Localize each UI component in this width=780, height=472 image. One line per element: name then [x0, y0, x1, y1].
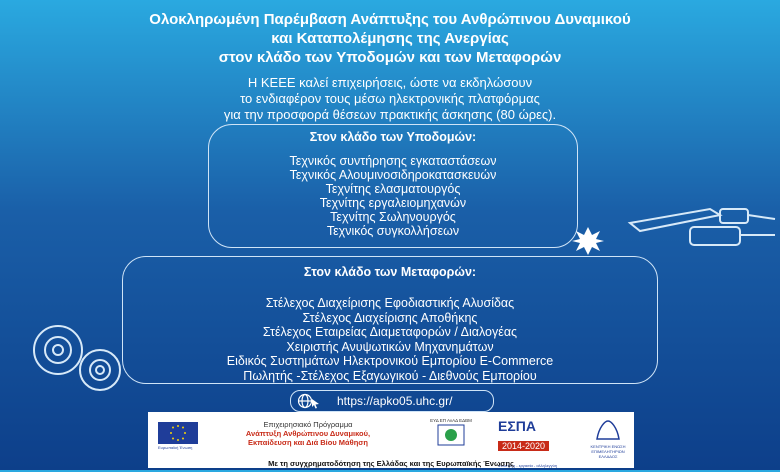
list-item: Τεχνικός συντήρησης εγκαταστάσεων	[289, 154, 497, 168]
tyres-icon	[30, 318, 125, 393]
eyd-emblem-icon	[436, 423, 466, 447]
url-text[interactable]: https://apko05.uhc.gr/	[337, 394, 453, 408]
url-link[interactable]	[290, 390, 494, 412]
intro-line: για την προσφορά θέσεων πρακτικής άσκησης (80 ώρες).	[223, 107, 557, 122]
welding-torch-icon	[570, 205, 780, 255]
eyd-label: ΕΥΔ ΕΠ ΑνΑΔ ΕΔΒΜ	[430, 418, 472, 423]
list-item: Στέλεχος Διαχείρισης Εφοδιαστικής Αλυσίδας	[265, 296, 515, 310]
intro-text	[0, 75, 780, 123]
intro-line: Η ΚΕΕΕ καλεί επιχειρήσεις, ώστε να εκδηλώσουν	[247, 75, 533, 90]
programme-line: Εκπαίδευση και Διά Βίου Μάθηση	[247, 438, 369, 447]
eu-flag-icon	[158, 422, 198, 444]
list-item: Τεχνίτης ελασματουργός	[325, 182, 461, 196]
intro-line: το ενδιαφέρον τους μέσω ηλεκτρονικής πλατφόρμας	[240, 91, 540, 106]
list-item: Τεχνικός συγκολλήσεων	[326, 224, 460, 238]
programme-logo	[208, 420, 408, 447]
kee-emblem-icon	[593, 417, 623, 443]
title-line: και Καταπολέμησης της Ανεργίας	[271, 30, 509, 47]
espa-years: 2014-2020	[498, 441, 549, 451]
espa-title: ΕΣΠΑ	[498, 418, 536, 434]
transport-list	[123, 296, 657, 383]
list-item: Πωλητής -Στέλεχος Εξαγωγικού - Διεθνούς Εμπορίου	[243, 368, 537, 383]
title-line: στον κλάδο των Υποδομών και των Μεταφορών	[218, 49, 562, 66]
list-item: Ειδικός Συστημάτων Ηλεκτρονικού Εμπορίου E-Commerce	[226, 354, 554, 368]
list-item: Χειριστής Ανυψωτικών Μηχανημάτων	[286, 339, 494, 354]
transport-box	[122, 256, 658, 384]
infrastructure-box	[208, 124, 578, 248]
sponsor-footer	[148, 412, 634, 468]
kee-label: ΚΕΝΤΡΙΚΗ ΕΝΩΣΗ ΕΠΙΜΕΛΗΤΗΡΙΩΝ ΕΛΛΑΔΟΣ	[590, 444, 626, 459]
list-item: Τεχνικός Αλουμινοσιδηροκατασκευών	[289, 168, 497, 182]
globe-icon	[297, 393, 321, 409]
list-item: Στέλεχος Διαχείρισης Αποθήκης	[302, 310, 478, 325]
title-line: Ολοκληρωμένη Παρέμβαση Ανάπτυξης του Ανθρώπινου Δυναμικού	[149, 11, 631, 28]
infrastructure-heading: Στον κλάδο των Υποδομών:	[309, 130, 477, 144]
eyd-logo	[416, 418, 486, 448]
cofunding-caption: Με τη συγχρηματοδότηση της Ελλάδας και της Ευρωπαϊκής Ένωσης	[268, 459, 514, 468]
page-title	[0, 10, 780, 67]
infrastructure-list	[209, 154, 577, 238]
list-item: Στέλεχος Εταιρείας Διαμεταφορών / Διαλογέας	[262, 325, 518, 339]
transport-heading: Στον κλάδο των Μεταφορών:	[303, 265, 477, 279]
espa-sub: ανάπτυξη - εργασία - αλληλεγγύη	[498, 463, 558, 468]
programme-line: Επιχειρησιακό Πρόγραμμα	[263, 420, 353, 429]
list-item: Τεχνίτης Σωληνουργός	[330, 210, 456, 224]
list-item: Τεχνίτης εργαλειομηχανών	[319, 196, 467, 210]
kee-logo	[582, 417, 634, 459]
eu-label: Ευρωπαϊκή Ένωση	[158, 445, 193, 450]
programme-line: Ανάπτυξη Ανθρώπινου Δυναμικού,	[245, 429, 371, 438]
